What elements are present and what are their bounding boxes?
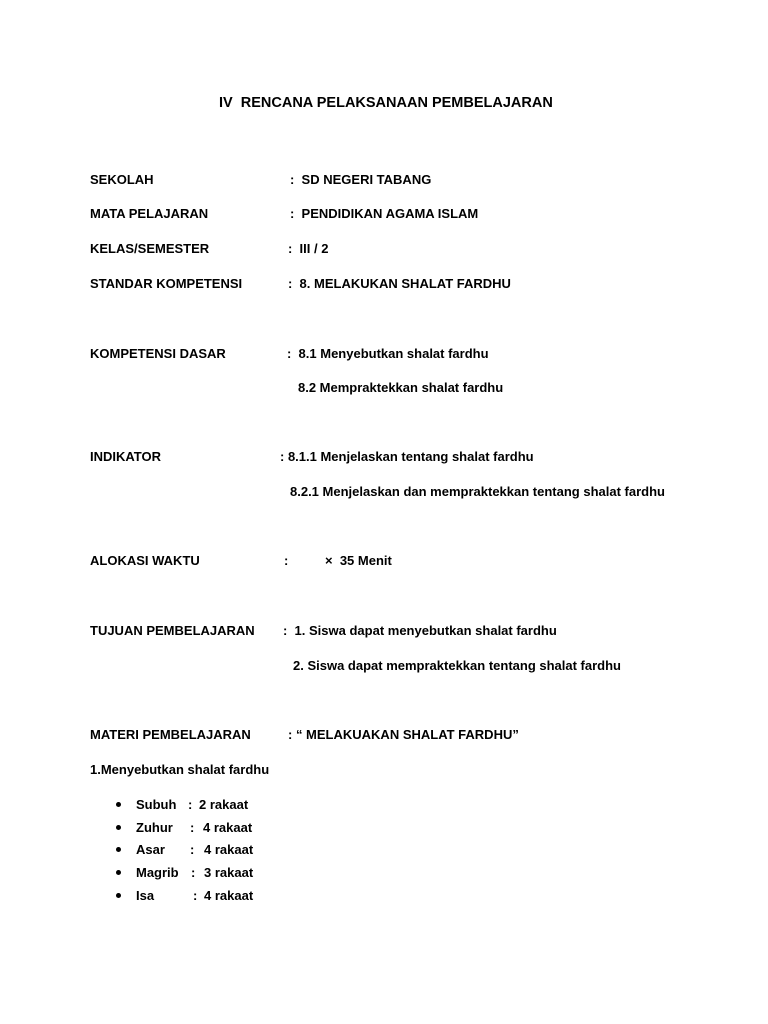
tujuan-pembelajaran-value-2: 2. Siswa dapat mempraktekkan tentang shalat fardhu: [293, 658, 621, 673]
prayer-name: Zuhur: [136, 820, 173, 835]
section-heading: 1.Menyebutkan shalat fardhu: [90, 762, 270, 777]
tujuan-pembelajaran-label: TUJUAN PEMBELAJARAN: [90, 623, 255, 638]
materi-pembelajaran-label: MATERI PEMBELAJARAN: [90, 727, 251, 742]
alokasi-waktu-value: × 35 Menit: [325, 553, 392, 568]
prayer-rakaat: 4 rakaat: [203, 820, 253, 835]
page-title: IV RENCANA PELAKSANAAN PEMBELAJARAN: [219, 95, 553, 111]
materi-pembelajaran-value: : “ MELAKUAKAN SHALAT FARDHU”: [288, 727, 519, 742]
indikator-value-1: : 8.1.1 Menjelaskan tentang shalat fardhu: [280, 449, 534, 464]
kelas-semester-value: : III / 2: [288, 241, 329, 256]
standar-kompetensi-label: STANDAR KOMPETENSI: [90, 276, 243, 291]
alokasi-waktu-colon: :: [284, 553, 289, 568]
bullet-icon: [116, 870, 121, 875]
sekolah-label: SEKOLAH: [90, 172, 154, 187]
prayer-colon: :: [190, 842, 195, 857]
prayer-rakaat: 2 rakaat: [199, 797, 249, 812]
bullet-icon: [116, 893, 121, 898]
bullet-icon: [116, 802, 121, 807]
mata-pelajaran-value: : PENDIDIKAN AGAMA ISLAM: [290, 206, 479, 221]
alokasi-waktu-label: ALOKASI WAKTU: [90, 553, 200, 568]
bullet-icon: [116, 825, 121, 830]
tujuan-pembelajaran-value-1: : 1. Siswa dapat menyebutkan shalat fardhu: [283, 623, 557, 638]
prayer-colon: :: [193, 888, 198, 903]
prayer-rakaat: 4 rakaat: [204, 888, 254, 903]
prayer-name: Subuh: [136, 797, 177, 812]
mata-pelajaran-label: MATA PELAJARAN: [90, 206, 209, 221]
prayer-rakaat: 4 rakaat: [204, 842, 254, 857]
prayer-name: Asar: [136, 842, 165, 857]
prayer-rakaat: 3 rakaat: [204, 865, 254, 880]
prayer-name: Isa: [136, 888, 155, 903]
prayer-colon: :: [188, 797, 193, 812]
indikator-label: INDIKATOR: [90, 449, 162, 464]
kompetensi-dasar-value-1: : 8.1 Menyebutkan shalat fardhu: [287, 346, 489, 361]
kompetensi-dasar-value-2: 8.2 Mempraktekkan shalat fardhu: [298, 380, 504, 395]
kelas-semester-label: KELAS/SEMESTER: [90, 241, 210, 256]
kompetensi-dasar-label: KOMPETENSI DASAR: [90, 346, 226, 361]
prayer-colon: :: [190, 820, 195, 835]
indikator-value-2: 8.2.1 Menjelaskan dan mempraktekkan tentang shalat fardhu: [290, 484, 665, 499]
sekolah-value: : SD NEGERI TABANG: [290, 172, 432, 187]
prayer-name: Magrib: [136, 865, 179, 880]
bullet-icon: [116, 847, 121, 852]
standar-kompetensi-value: : 8. MELAKUKAN SHALAT FARDHU: [288, 276, 511, 291]
prayer-colon: :: [191, 865, 196, 880]
